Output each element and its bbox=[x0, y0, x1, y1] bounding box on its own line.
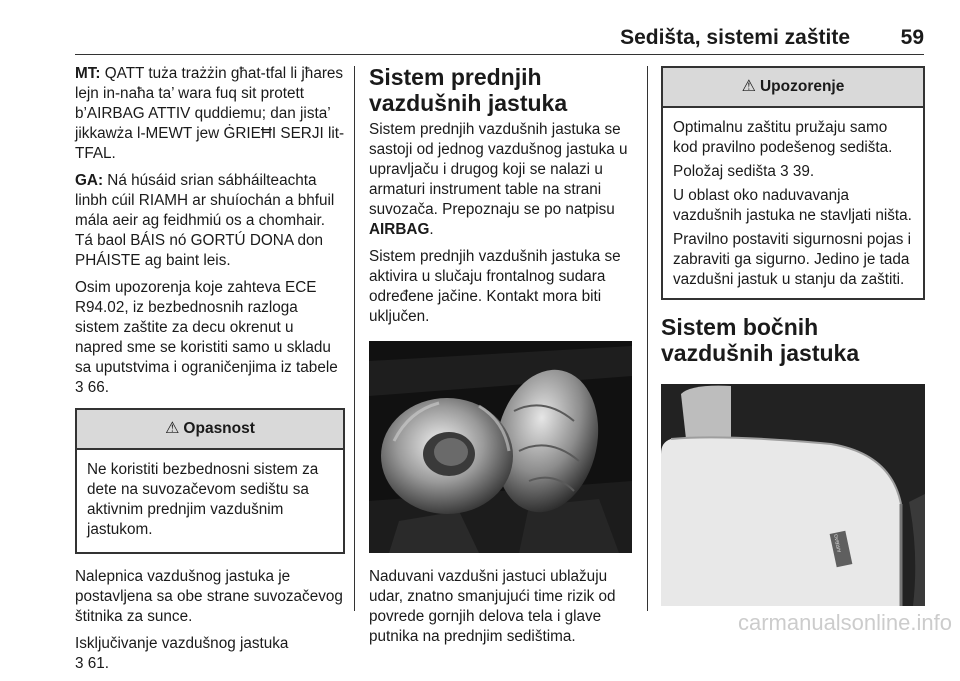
warning-item-objects: U oblast oko naduvavanja vazdušnih jastuka ne stavljati ništa. bbox=[673, 187, 912, 224]
ece-paragraph: Osim upozorenja koje zahteva ECE R94.02, iz bezbednosnih razloga sistem zaštite za decu okrenut u napred sme se koristiti samo u skladu sa uputstvima i ograničenjima iz tabele 3 66. bbox=[75, 279, 338, 396]
cross-reference-link[interactable]: 3 39. bbox=[780, 163, 815, 180]
header-divider bbox=[75, 54, 924, 55]
figure-caption: Naduvani vazdušni jastuci ublažuju udar, znatno smanjujući time rizik od povrede gornjih delova tela i glave putnika na prednjim sedištima. bbox=[369, 568, 616, 645]
front-airbag-activation: Sistem prednjih vazdušnih jastuka se aktivira u slučaju frontalnog sudara određene jačine. Kontakt mora biti uključen. bbox=[369, 248, 621, 325]
ga-text: Ná húsáid srian sábháilteachta linbh cúil RIAMH ar shuíochán a bhfuil mála aeir ag feidhmiú os a chomhair. Tá baol BÁIS nó GORTÚ DONA don PHÁISTE ag baint leis. bbox=[75, 172, 335, 269]
danger-box-header bbox=[77, 410, 343, 450]
mt-label: MT: bbox=[75, 65, 101, 82]
warning-triangle-icon: ⚠ bbox=[165, 420, 180, 437]
deployed-airbags-figure bbox=[369, 341, 632, 553]
page-number: 59 bbox=[900, 26, 924, 49]
section-heading-front-airbags: Sistem prednjih vazdušnih jastuka bbox=[369, 64, 568, 116]
danger-text: Ne koristiti bezbednosni sistem za dete na suvozačevom sedištu sa aktivnim prednjim vazdušnim jastukom. bbox=[87, 461, 319, 538]
warning-box-header bbox=[663, 68, 923, 108]
column-3 bbox=[661, 64, 925, 606]
warning-box bbox=[661, 66, 925, 300]
running-header-title: Sedišta, sistemi zaštite bbox=[620, 26, 850, 49]
warning-title: Upozorenje bbox=[759, 78, 845, 95]
mt-text: QATT tuża trażżin għat-tfal li jħares lejn in-naħa ta’ wara fuq sit protett b’AIRBAG ATTIV quddiemu; dan jista’ jikkawża l-MEWT jew ĠRIEĦI SERJI lit-TFAL. bbox=[75, 65, 345, 162]
cross-reference-link[interactable]: 3 66. bbox=[75, 379, 110, 396]
deactivation-paragraph: Isključivanje vazdušnog jastuka 3 61. bbox=[75, 635, 289, 672]
warning-item-seat-position: Položaj sedišta 3 39. bbox=[673, 163, 815, 180]
label-location-paragraph: Nalepnica vazdušnog jastuka je postavljena sa obe strane suvozačevog štitnika za sunce. bbox=[75, 568, 343, 625]
irish-warning bbox=[75, 171, 345, 271]
danger-title: Opasnost bbox=[183, 420, 255, 437]
side-airbag-seat-figure bbox=[661, 384, 925, 606]
danger-box bbox=[75, 408, 345, 554]
seat-with-airbag-label-illustration bbox=[661, 384, 925, 606]
column-2 bbox=[369, 64, 635, 654]
column-1 bbox=[75, 64, 345, 681]
front-airbag-intro: Sistem prednjih vazdušnih jastuka se sastoji od jednog vazdušnog jastuka u upravljaču i drugog koji se nalazi u armaturi instrument table na strani suvozača. Prepoznaju se po natpisu AIRBAG. bbox=[369, 121, 628, 238]
warning-item-belt: Pravilno postaviti sigurnosni pojas i zabraviti ga sigurno. Jedino je tada vazdušni jastuk u stanju da zaštiti. bbox=[673, 231, 912, 288]
deployed-airbags-illustration bbox=[369, 341, 632, 553]
watermark: carmanualsonline.info bbox=[737, 610, 952, 635]
column-divider-1 bbox=[354, 66, 355, 611]
danger-box-body bbox=[77, 450, 343, 552]
warning-box-body bbox=[663, 108, 923, 298]
svg-text:AIRBAG: AIRBAG bbox=[833, 533, 843, 553]
ga-label: GA: bbox=[75, 172, 104, 189]
airbag-keyword: AIRBAG bbox=[369, 221, 430, 238]
section-heading-side-airbags: Sistem bočnih vazdušnih jastuka bbox=[661, 314, 860, 366]
column-divider-2 bbox=[647, 66, 648, 611]
warning-triangle-icon: ⚠ bbox=[741, 78, 756, 95]
maltese-warning bbox=[75, 64, 345, 164]
cross-reference-link[interactable]: 3 61. bbox=[75, 655, 110, 672]
warning-item-seat: Optimalnu zaštitu pružaju samo kod pravilno podešenog sedišta. bbox=[673, 119, 893, 156]
